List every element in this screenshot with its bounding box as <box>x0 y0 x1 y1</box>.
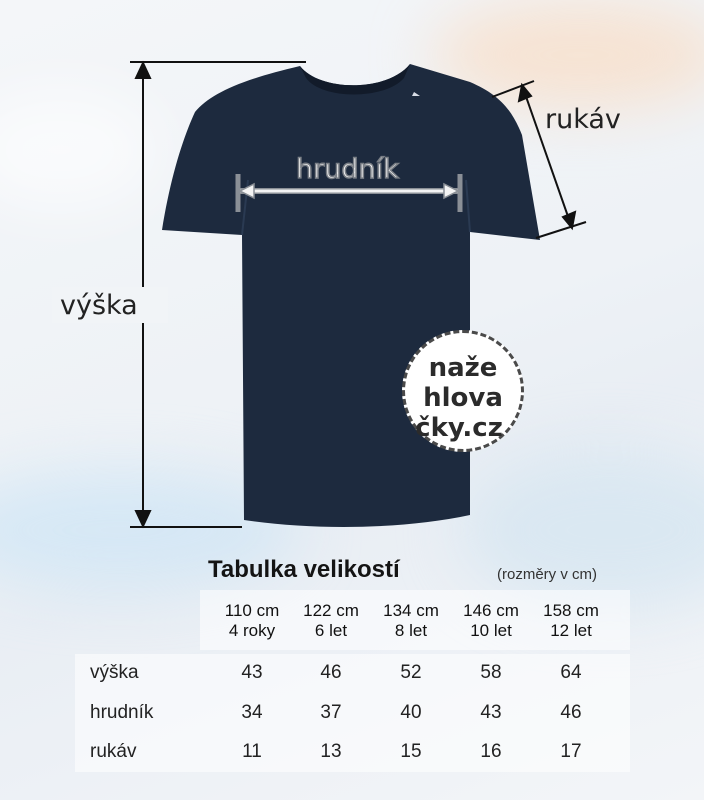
table-cell: 16 <box>480 741 502 762</box>
column-age: 4 roky <box>228 621 276 640</box>
column-size: 134 cm <box>383 601 439 620</box>
table-title: Tabulka velikostí <box>208 556 400 583</box>
watermark-badge <box>402 330 524 452</box>
badge-text: hlova <box>423 383 503 413</box>
chest-label: hrudník <box>296 154 399 185</box>
units-note: (rozměry v cm) <box>497 566 597 583</box>
column-age: 10 let <box>470 621 512 640</box>
table-cell: 64 <box>560 662 582 683</box>
tshirt-image <box>162 64 540 527</box>
sleeve-label: rukáv <box>545 104 621 135</box>
table-cell: 43 <box>241 662 263 683</box>
column-header <box>211 601 293 641</box>
column-header <box>530 601 612 641</box>
badge-text: naže <box>428 353 498 383</box>
column-size: 122 cm <box>303 601 359 620</box>
column-header <box>370 601 452 641</box>
column-age: 6 let <box>314 621 348 640</box>
table-cell: 11 <box>242 741 262 762</box>
row-label: výška <box>90 662 139 683</box>
table-cell: 43 <box>480 702 502 723</box>
row-label: hrudník <box>90 702 154 723</box>
table-cell: 37 <box>320 702 342 723</box>
column-header <box>290 601 372 641</box>
column-age: 8 let <box>394 621 428 640</box>
table-cell: 13 <box>320 741 342 762</box>
table-cell: 58 <box>480 662 502 683</box>
table-cell: 46 <box>320 662 342 683</box>
badge-text: čky.cz <box>415 413 503 443</box>
table-cell: 46 <box>560 702 582 723</box>
column-size: 110 cm <box>224 601 280 620</box>
table-cell: 52 <box>400 662 422 683</box>
column-header <box>450 601 532 641</box>
table-cell: 40 <box>400 702 422 723</box>
row-label: rukáv <box>90 741 137 762</box>
height-label: výška <box>60 290 138 321</box>
table-cell: 34 <box>241 702 263 723</box>
table-cell: 17 <box>560 741 582 762</box>
column-size: 146 cm <box>463 601 519 620</box>
column-age: 12 let <box>550 621 592 640</box>
table-cell: 15 <box>400 741 422 762</box>
column-size: 158 cm <box>543 601 599 620</box>
